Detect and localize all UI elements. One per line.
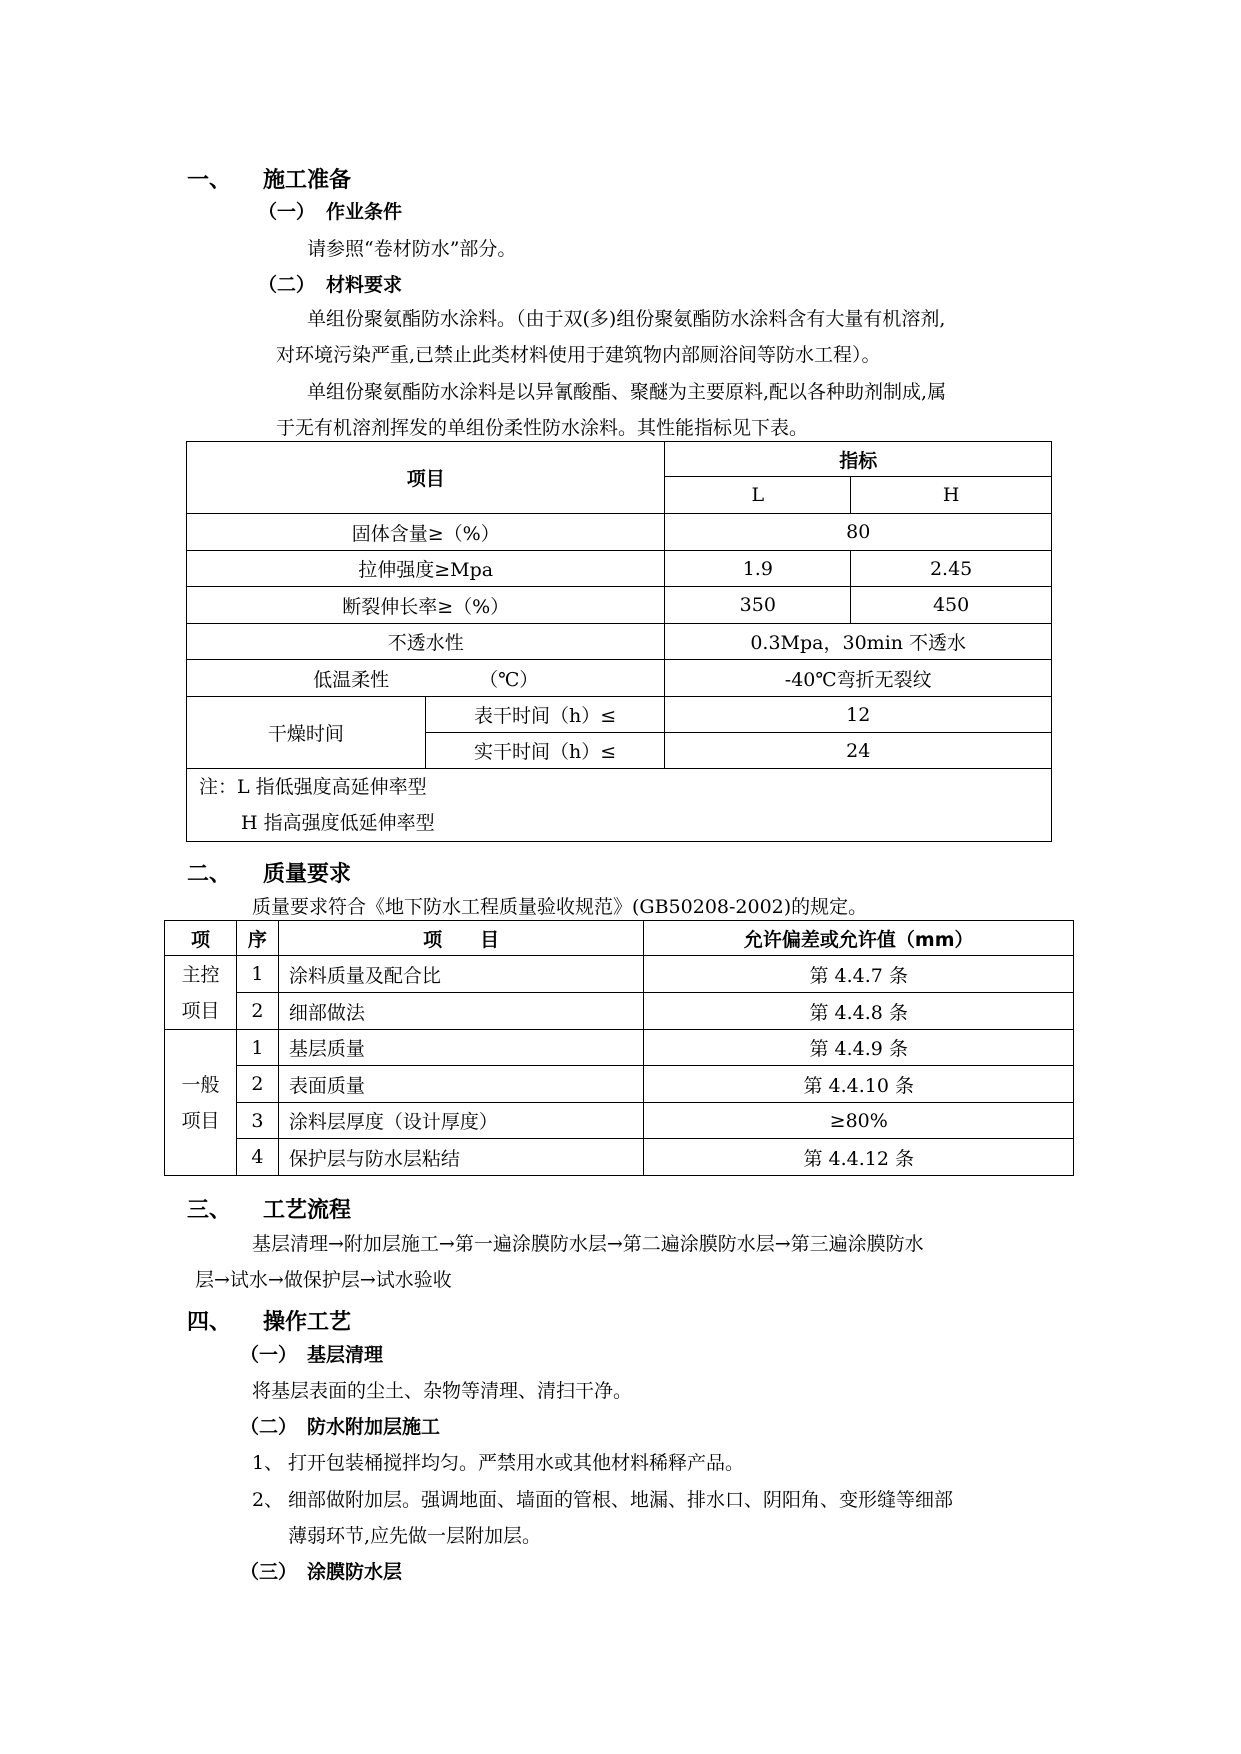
row-seq: 3 bbox=[236, 1103, 278, 1139]
paragraph-process-2: 层→试水→做保护层→试水验收 bbox=[195, 1269, 452, 1291]
section-2-title: 质量要求 bbox=[263, 862, 352, 887]
row-elongation-label: 断裂伸长率≥（%） bbox=[187, 587, 665, 624]
note-line-1: 注：L 指低强度高延伸率型 bbox=[199, 776, 427, 798]
list-item-2-text-b: 薄弱环节,应先做一层附加层。 bbox=[288, 1525, 542, 1547]
section-3-number: 三、 bbox=[187, 1198, 232, 1223]
paragraph-base-cleaning: 将基层表面的尘土、杂物等清理、清扫干净。 bbox=[252, 1380, 633, 1402]
row-full-dry-label: 实干时间（h）≤ bbox=[425, 733, 665, 769]
row-tensile-h: 2.45 bbox=[851, 551, 1052, 587]
group-general-line-2: 项目 bbox=[181, 1109, 220, 1132]
row-solid-content-value: 80 bbox=[665, 514, 1052, 551]
row-value: 第 4.4.12 条 bbox=[644, 1139, 1074, 1176]
row-impermeability-label: 不透水性 bbox=[187, 624, 665, 660]
row-item: 表面质量 bbox=[278, 1066, 644, 1103]
row-seq: 4 bbox=[236, 1139, 278, 1176]
subsection-1-1-number: （一） bbox=[258, 201, 316, 223]
list-item-2-text-a: 细部做附加层。强调地面、墙面的管根、地漏、排水口、阴阳角、变形缝等细部 bbox=[288, 1489, 954, 1511]
list-item-2-number: 2、 bbox=[252, 1489, 284, 1511]
row-tensile-l: 1.9 bbox=[665, 551, 851, 587]
list-item-1-text: 打开包装桶搅拌均匀。严禁用水或其他材料稀释产品。 bbox=[288, 1452, 745, 1474]
header-type-l: L bbox=[665, 477, 851, 514]
row-seq: 1 bbox=[236, 1030, 278, 1066]
row-low-temp-value: -40℃弯折无裂纹 bbox=[665, 660, 1052, 697]
low-temp-unit: （℃） bbox=[479, 668, 539, 691]
row-item: 细部做法 bbox=[278, 993, 644, 1030]
section-1-number: 一、 bbox=[187, 168, 232, 193]
row-value: 第 4.4.7 条 bbox=[644, 956, 1074, 993]
group-main-line-2: 项目 bbox=[181, 999, 220, 1022]
paragraph-material-1b: 对环境污染严重,已禁止此类材料使用于建筑物内部厕浴间等防水工程）。 bbox=[276, 344, 881, 366]
list-item-1-number: 1、 bbox=[252, 1452, 284, 1474]
subsection-1-2-number: （二） bbox=[258, 274, 316, 296]
section-2-number: 二、 bbox=[187, 862, 232, 887]
row-seq: 2 bbox=[236, 1066, 278, 1103]
row-value: 第 4.4.10 条 bbox=[644, 1066, 1074, 1103]
row-value: ≥80% bbox=[644, 1103, 1074, 1139]
subsection-4-3-number: （三） bbox=[240, 1561, 298, 1583]
row-impermeability-value: 0.3Mpa，30min 不透水 bbox=[665, 624, 1052, 660]
row-item: 涂料质量及配合比 bbox=[278, 956, 644, 993]
row-item: 保护层与防水层粘结 bbox=[278, 1139, 644, 1176]
header-type-h: H bbox=[851, 477, 1052, 514]
subsection-4-3-title: 涂膜防水层 bbox=[307, 1561, 403, 1583]
subsection-1-1-title: 作业条件 bbox=[326, 201, 403, 223]
subsection-4-2-number: （二） bbox=[240, 1416, 298, 1438]
row-elongation-l: 350 bbox=[665, 587, 851, 624]
table-note bbox=[187, 769, 1052, 842]
quality-table bbox=[164, 920, 1074, 1176]
section-4-title: 操作工艺 bbox=[263, 1310, 352, 1335]
row-solid-content-label: 固体含量≥（%） bbox=[187, 514, 665, 551]
low-temp-text: 低温柔性 bbox=[313, 668, 390, 691]
header-item-name: 项 目 bbox=[278, 921, 644, 956]
paragraph-process-1: 基层清理→附加层施工→第一遍涂膜防水层→第二遍涂膜防水层→第三遍涂膜防水 bbox=[252, 1233, 924, 1255]
row-surface-dry-value: 12 bbox=[665, 697, 1052, 733]
row-elongation-h: 450 bbox=[851, 587, 1052, 624]
header-item: 项目 bbox=[187, 442, 665, 514]
header-index: 指标 bbox=[665, 442, 1052, 477]
paragraph-quality: 质量要求符合《地下防水工程质量验收规范》(GB50208-2002)的规定。 bbox=[252, 896, 868, 918]
paragraph-work-conditions: 请参照“卷材防水”部分。 bbox=[307, 238, 517, 260]
header-seq: 序 bbox=[236, 921, 278, 956]
row-surface-dry-label: 表干时间（h）≤ bbox=[425, 697, 665, 733]
row-item: 涂料层厚度（设计厚度） bbox=[278, 1103, 644, 1139]
subsection-4-2-title: 防水附加层施工 bbox=[307, 1416, 441, 1438]
subsection-1-2-title: 材料要求 bbox=[326, 274, 403, 296]
row-value: 第 4.4.8 条 bbox=[644, 993, 1074, 1030]
subsection-4-1-title: 基层清理 bbox=[307, 1344, 384, 1366]
row-low-temp-label bbox=[187, 660, 665, 697]
paragraph-material-2a: 单组份聚氨酯防水涂料是以异氰酸酯、聚醚为主要原料,配以各种助剂制成,属 bbox=[307, 381, 947, 403]
row-drying-group: 干燥时间 bbox=[187, 697, 426, 769]
row-seq: 1 bbox=[236, 956, 278, 993]
performance-table bbox=[186, 441, 1052, 842]
section-4-number: 四、 bbox=[187, 1310, 232, 1335]
row-item: 基层质量 bbox=[278, 1030, 644, 1066]
row-seq: 2 bbox=[236, 993, 278, 1030]
row-full-dry-value: 24 bbox=[665, 733, 1052, 769]
subsection-4-1-number: （一） bbox=[240, 1344, 298, 1366]
section-1-title: 施工准备 bbox=[263, 168, 352, 193]
group-main-line-1: 主控 bbox=[181, 963, 220, 986]
group-general-line-1: 一般 bbox=[181, 1073, 220, 1096]
row-value: 第 4.4.9 条 bbox=[644, 1030, 1074, 1066]
section-3-title: 工艺流程 bbox=[263, 1198, 352, 1223]
paragraph-material-2b: 于无有机溶剂挥发的单组份柔性防水涂料。其性能指标见下表。 bbox=[276, 417, 809, 439]
row-tensile-label: 拉伸强度≥Mpa bbox=[187, 551, 665, 587]
header-tolerance: 允许偏差或允许值（mm） bbox=[644, 921, 1074, 956]
paragraph-material-1a: 单组份聚氨酯防水涂料。（由于双(多)组份聚氨酯防水涂料含有大量有机溶剂, bbox=[307, 308, 946, 330]
group-main-control bbox=[165, 956, 237, 1030]
note-line-2: H 指高强度低延伸率型 bbox=[241, 812, 435, 834]
group-general bbox=[165, 1030, 237, 1176]
header-category: 项 bbox=[165, 921, 237, 956]
